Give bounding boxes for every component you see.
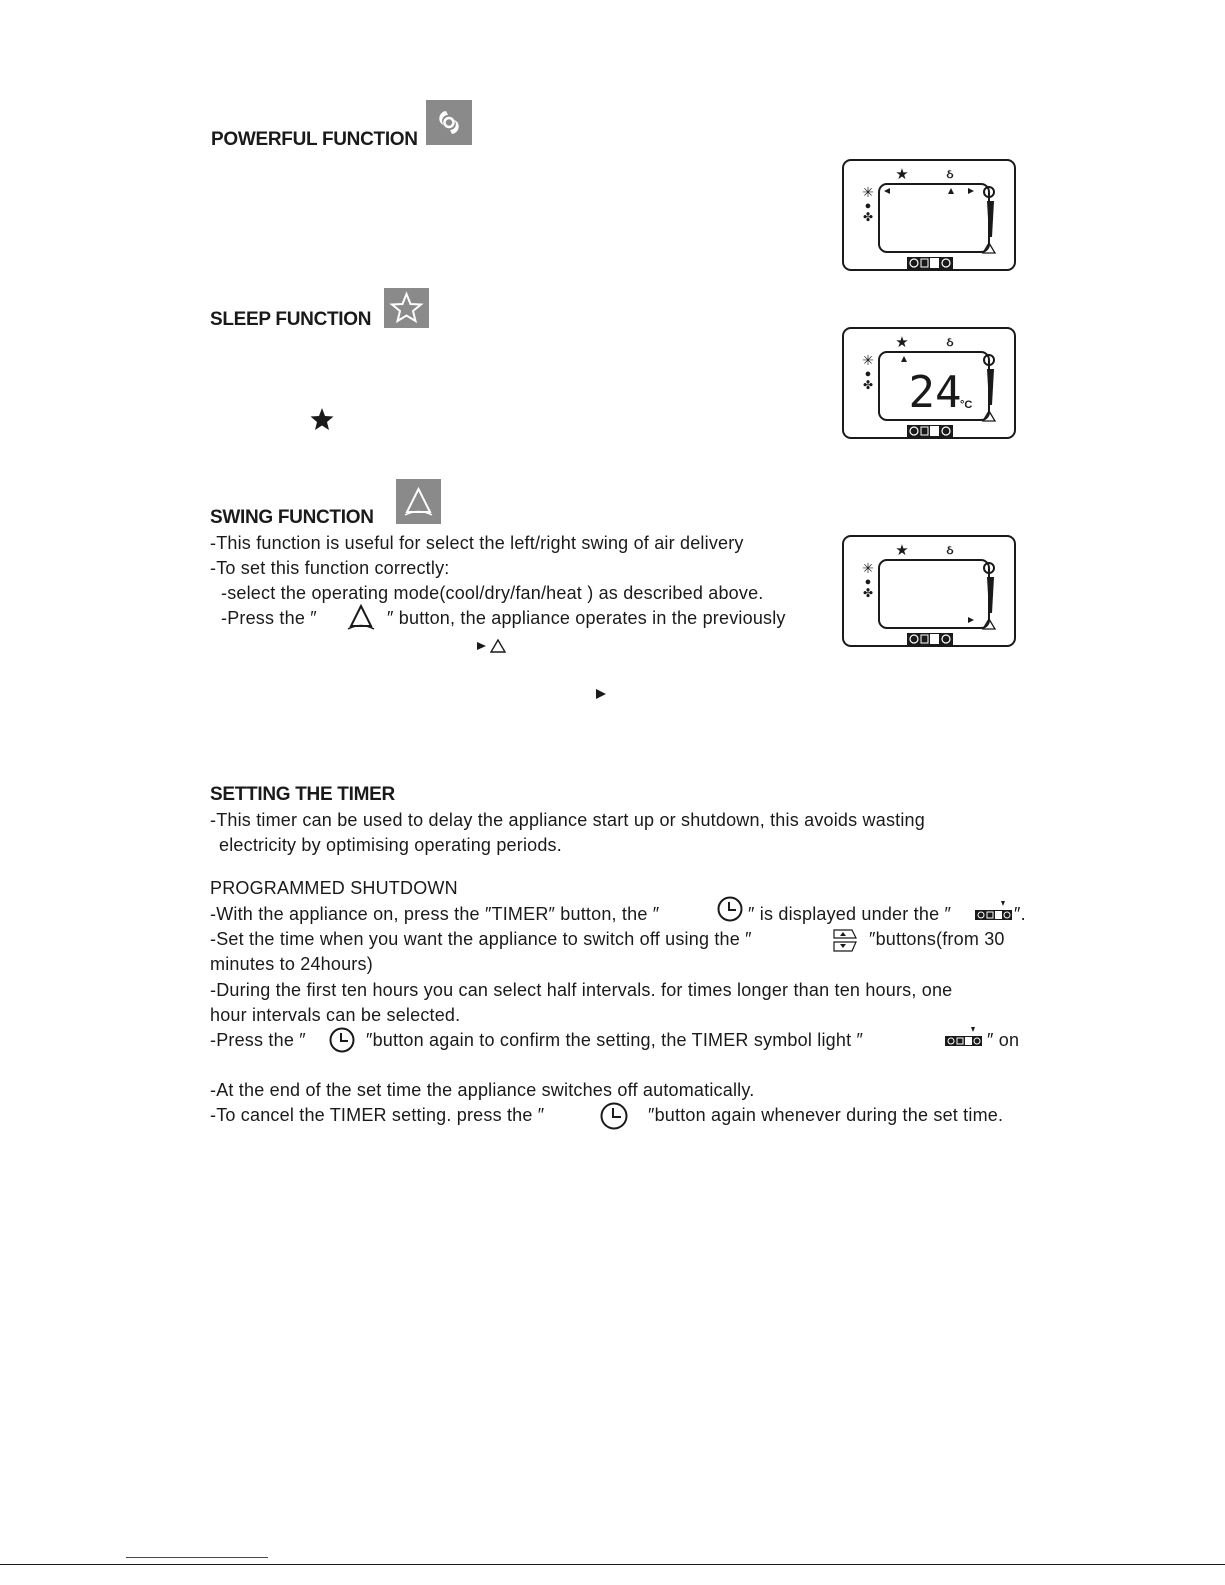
shutdown-line-6a: -Press the ″ (210, 1030, 306, 1050)
swing-line-1: -This function is useful for select the left/right swing of air delivery (210, 533, 744, 553)
svg-text:★: ★ (895, 166, 909, 183)
footer-divider (0, 1564, 1225, 1565)
svg-text:★: ★ (895, 542, 909, 559)
lcd-powerful (842, 159, 1016, 271)
shutdown-line-1b: ″ is displayed under the ″ (748, 904, 952, 924)
swing-inline-icon (344, 603, 378, 633)
shutdown-line-5: hour intervals can be selected. (210, 1005, 461, 1025)
swing-triangle-icon (396, 479, 441, 524)
swing-line-4b: ″ button, the appliance operates in the previously (387, 608, 786, 628)
shutdown-line-1c: ″. (1014, 904, 1026, 924)
svg-text:✳: ✳ (862, 560, 874, 576)
timer-indicator-icon (974, 901, 1014, 921)
svg-text:✤: ✤ (862, 210, 874, 224)
shutdown-line-6b: ″button again to confirm the setting, the TIMER symbol light ″ (366, 1030, 864, 1050)
shutdown-heading: PROGRAMMED SHUTDOWN (210, 878, 458, 898)
shutdown-line-7: -At the end of the set time the appliance switches off automatically. (210, 1080, 755, 1100)
cancel-clock-icon (599, 1101, 629, 1131)
powerful-swirl-icon (426, 100, 472, 145)
powerful-function-heading: POWERFUL FUNCTION (211, 129, 418, 150)
sleep-star-filled-icon (309, 406, 335, 432)
svg-text:✤: ✤ (862, 378, 874, 392)
up-down-buttons-icon (832, 926, 858, 956)
swing-line-4a: -Press the ″ (221, 608, 317, 628)
swing-line-2: -To set this function correctly: (210, 558, 450, 578)
svg-text:ઠ: ઠ (946, 543, 954, 557)
svg-text:✳: ✳ (862, 352, 874, 368)
sleep-star-icon (384, 288, 429, 328)
svg-text:ઠ: ઠ (946, 335, 954, 349)
shutdown-line-8a: -To cancel the TIMER setting. press the ″ (210, 1105, 545, 1125)
arrow-right-icon (595, 687, 607, 699)
svg-text:●: ● (864, 200, 872, 212)
svg-text:★: ★ (895, 334, 909, 351)
svg-text:✳: ✳ (862, 184, 874, 200)
shutdown-line-2a: -Set the time when you want the appliance to switch off using the ″ (210, 929, 752, 949)
svg-text:ઠ: ઠ (946, 167, 954, 181)
swing-function-heading: SWING FUNCTION (210, 507, 374, 528)
timer-intro-line-2: electricity by optimising operating periods. (219, 835, 562, 855)
lcd-temperature-unit: °C (960, 399, 973, 411)
swing-line-3: -select the operating mode(cool/dry/fan/heat ) as described above. (221, 583, 764, 603)
svg-text:●: ● (864, 576, 872, 588)
svg-text:✤: ✤ (862, 586, 874, 600)
svg-text:●: ● (864, 368, 872, 380)
footer-link-underline (126, 1557, 268, 1558)
lcd-swing (842, 535, 1016, 647)
shutdown-line-3: minutes to 24hours) (210, 954, 373, 974)
shutdown-line-4: -During the first ten hours you can select half intervals. for times longer than ten hours, one (210, 980, 953, 1000)
lcd-sleep (842, 327, 1016, 439)
clock-button-icon (328, 1026, 356, 1054)
sleep-function-heading: SLEEP FUNCTION (210, 309, 372, 330)
shutdown-line-1a: -With the appliance on, press the ″TIMER″ button, the ″ (210, 904, 660, 924)
shutdown-line-2b: ″buttons(from 30 (869, 929, 1005, 949)
clock-icon (716, 895, 744, 923)
swing-indicator-icons (476, 638, 510, 654)
shutdown-line-6c: ″ on (987, 1030, 1020, 1050)
timer-intro-line-1: -This timer can be used to delay the appliance start up or shutdown, this avoids wasting (210, 810, 925, 830)
lcd-temperature: 24 (908, 367, 962, 418)
timer-heading: SETTING THE TIMER (210, 784, 395, 805)
shutdown-line-8b: ″button again whenever during the set time. (648, 1105, 1004, 1125)
timer-symbol-icon (944, 1027, 984, 1047)
